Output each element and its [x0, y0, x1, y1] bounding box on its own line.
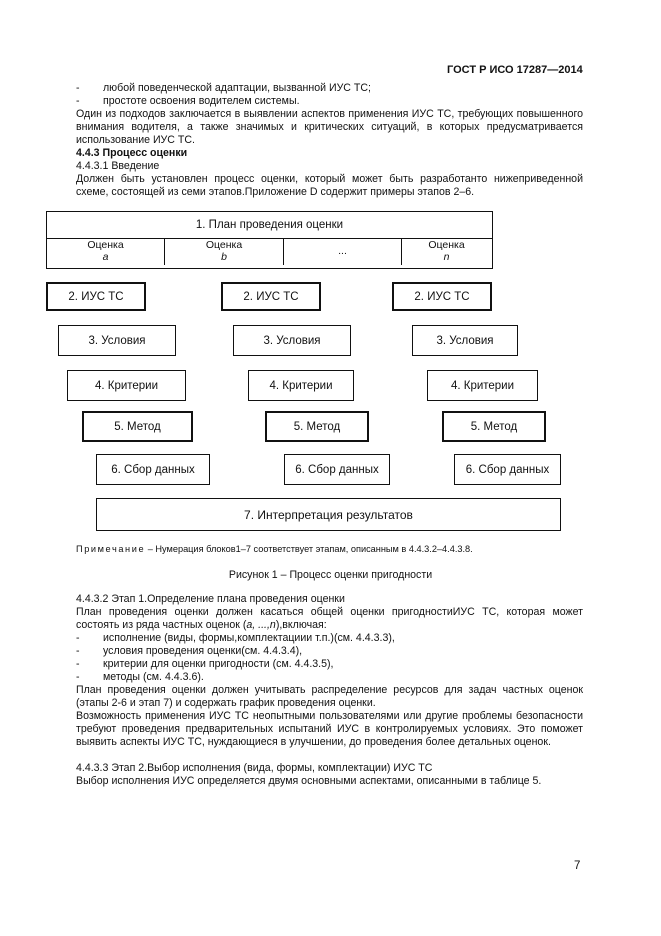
paragraph: Выбор исполнения ИУС определяется двумя основными аспектами, описанными в таблице 5. [76, 775, 542, 787]
step6-box-b: 6. Сбор данных [284, 454, 390, 485]
subsection-heading: 4.4.3.1 Введение [76, 160, 160, 172]
list-dash: - [76, 658, 80, 670]
section-heading: 4.4.3 Процесс оценки [76, 147, 188, 159]
step3-box-a: 3. Условия [58, 325, 176, 356]
step4-box-n: 4. Критерии [427, 370, 538, 401]
evaluation-a: Оценка a [47, 238, 165, 265]
list-item: любой поведенческой адаптации, вызванной ИУС ТС; [103, 82, 371, 94]
list-item: исполнение (виды, формы,комплектациии т.п.)(см. 4.4.3.3), [103, 632, 395, 644]
list-item: критерии для оценки пригодности (см. 4.4.3.5), [103, 658, 334, 670]
step5-box-a: 5. Метод [82, 411, 193, 442]
list-dash: - [76, 671, 80, 683]
step6-box-a: 6. Сбор данных [96, 454, 210, 485]
evaluation-plan-block [46, 211, 493, 269]
figure-note [76, 543, 473, 556]
paragraph-line: состоять из ряда частных оценок (a, ...,n),включая: [76, 619, 327, 631]
step2-box-a: 2. ИУС ТС [46, 282, 146, 311]
step4-box-a: 4. Критерии [67, 370, 186, 401]
note-label: Примечание [76, 544, 146, 554]
paragraph: Один из подходов заключается в выявлении аспектов применения ИУС ТС, требующих повышенного внимания водителя, а также значимых и критических ситуаций, в которых предусматривается использование ИУС ТС. [76, 108, 583, 146]
evaluation-n: Оценка n [428, 239, 465, 263]
step2-box-b: 2. ИУС ТС [221, 282, 321, 311]
note-text: – Нумерация блоков1–7 соответствует этапам, описанным в 4.4.3.2–4.4.3.8. [145, 544, 473, 554]
list-item: методы (см. 4.4.3.6). [103, 671, 204, 683]
step4-box-b: 4. Критерии [248, 370, 354, 401]
subsection-heading: 4.4.3.3 Этап 2.Выбор исполнения (вида, формы, комплектации) ИУС ТС [76, 762, 433, 774]
paragraph-line: План проведения оценки должен касаться общей оценки пригодностиИУС ТС, которая может [76, 606, 583, 618]
evaluation-b: Оценка b [165, 238, 284, 265]
step3-box-n: 3. Условия [412, 325, 518, 356]
document-code: ГОСТ Р ИСО 17287—2014 [447, 64, 583, 76]
paragraph: План проведения оценки должен учитывать распределение ресурсов для задач частных оценок (этапы 2-6 и этап 7) и содержать график проведения оценки. [76, 684, 583, 709]
step6-box-n: 6. Сбор данных [454, 454, 561, 485]
paragraph: Возможность применения ИУС ТС неопытными пользователями или другие проблемы безопасности требуют проведения предварительных испытаний ИУС в контролируемых условиях. Это поможет выявить аспекты ИУС ТС, нуждающиеся в улучшении, до проведения более детальных оценок. [76, 710, 583, 748]
list-item: условия проведения оценки(см. 4.4.3.4), [103, 645, 303, 657]
step5-box-n: 5. Метод [442, 411, 546, 442]
subsection-heading: 4.4.3.2 Этап 1.Определение плана проведения оценки [76, 593, 345, 605]
step5-box-b: 5. Метод [265, 411, 369, 442]
page-number: 7 [574, 860, 581, 872]
step2-box-n: 2. ИУС ТС [392, 282, 492, 311]
list-dash: - [76, 95, 80, 107]
plan-title: 1. План проведения оценки [47, 212, 492, 239]
list-dash: - [76, 645, 80, 657]
paragraph: Должен быть установлен процесс оценки, который может быть разработанто нижеприведенной схеме, состоящей из семи этапов.Приложение D содержит примеры этапов 2–6. [76, 173, 583, 198]
step3-box-b: 3. Условия [233, 325, 351, 356]
figure-caption: Рисунок 1 – Процесс оценки пригодности [228, 569, 433, 581]
evaluation-ellipsis: ... [284, 238, 402, 265]
list-dash: - [76, 82, 80, 94]
list-dash: - [76, 632, 80, 644]
list-item: простоте освоения водителем системы. [103, 95, 300, 107]
step7-box: 7. Интерпретация результатов [96, 498, 561, 531]
